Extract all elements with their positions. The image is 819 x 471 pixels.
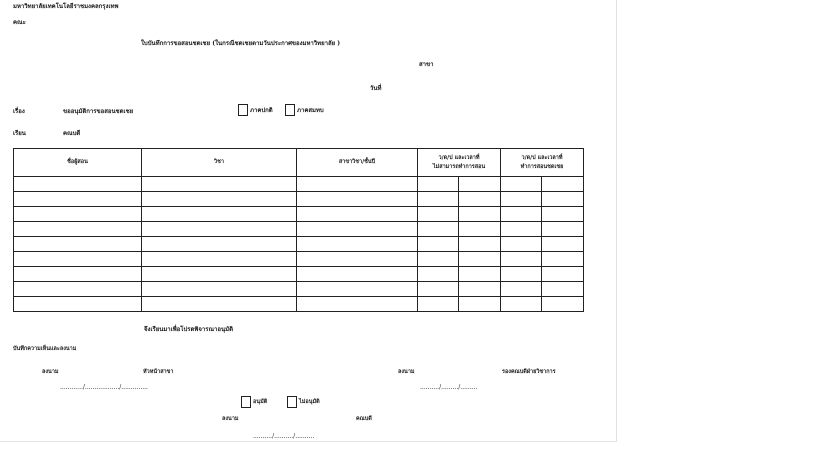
subject-text: ขออนุมัติการขอสอนชดเชย [63,108,134,115]
table-cell[interactable] [459,282,501,297]
special-checkbox[interactable] [285,104,295,116]
approve-checkbox[interactable] [241,396,251,408]
table-cell[interactable] [297,297,418,312]
faculty-label: คณะ [13,19,26,26]
table-cell[interactable] [142,177,297,192]
subject-label: เรื่อง [13,108,25,115]
header-makeup-line2: ทำการสอนชดเชย [520,163,564,170]
table-cell[interactable] [459,297,501,312]
university-name: มหาวิทยาลัยเทคโนโลยีราชมงคลกรุงเทพ [13,3,119,10]
table-cell[interactable] [542,207,584,222]
table-cell[interactable] [542,237,584,252]
table-row [14,207,584,222]
table-cell[interactable] [418,252,459,267]
table-cell[interactable] [297,267,418,282]
special-option-label: ภาคสมทบ [297,107,324,114]
table-cell[interactable] [297,252,418,267]
header-makeup-datetime [501,149,584,177]
date-line-right[interactable]: ........../........./......... [420,384,478,391]
table-cell[interactable] [542,252,584,267]
table-cell[interactable] [297,192,418,207]
table-cell[interactable] [542,177,584,192]
header-missed-line2: ไม่สามารถทำการสอน [432,163,486,170]
header-instructor: ชื่อผู้สอน [14,149,142,177]
table-cell[interactable] [542,282,584,297]
date-label: วันที่ [370,85,382,92]
table-cell[interactable] [459,207,501,222]
header-missed-line1: ว/ด/ป และเวลาที่ [438,154,480,161]
table-row [14,252,584,267]
table-cell[interactable] [542,192,584,207]
regular-option-label: ภาคปกติ [250,107,273,114]
table-cell[interactable] [14,282,142,297]
table-row [14,282,584,297]
table-cell[interactable] [142,297,297,312]
table-cell[interactable] [501,192,542,207]
opinion-label: บันทึกความเห็นและลงนาม [13,346,77,352]
table-cell[interactable] [14,192,142,207]
table-cell[interactable] [418,267,459,282]
table-row [14,237,584,252]
table-cell[interactable] [14,297,142,312]
table-cell[interactable] [142,222,297,237]
table-cell[interactable] [501,177,542,192]
table-cell[interactable] [14,207,142,222]
table-cell[interactable] [142,267,297,282]
table-cell[interactable] [459,222,501,237]
disapprove-checkbox[interactable] [287,396,297,408]
table-cell[interactable] [459,177,501,192]
table-cell[interactable] [297,282,418,297]
disapprove-label: ไม่อนุมัติ [299,399,320,405]
table-cell[interactable] [418,237,459,252]
table-row [14,297,584,312]
table-cell[interactable] [142,237,297,252]
table-row [14,177,584,192]
table-cell[interactable] [501,252,542,267]
header-course: วิชา [142,149,297,177]
to-text: คณบดี [63,130,81,137]
table-cell[interactable] [297,222,418,237]
request-text: จึงเรียนมาเพื่อโปรดพิจารณาอนุมัติ [144,326,233,333]
table-cell[interactable] [501,282,542,297]
regular-checkbox[interactable] [238,104,248,116]
table-cell[interactable] [542,297,584,312]
table-cell[interactable] [542,267,584,282]
head-of-branch-label: หัวหน้าสาขา [143,369,174,375]
table-row [14,192,584,207]
header-makeup-line1: ว/ด/ป และเวลาที่ [521,154,563,161]
branch-label: สาขา [419,61,434,68]
table-cell[interactable] [418,177,459,192]
makeup-class-table [13,148,584,312]
table-cell[interactable] [14,237,142,252]
table-cell[interactable] [459,267,501,282]
date-line-center[interactable]: ........../........../.......... [253,433,315,440]
table-cell[interactable] [14,252,142,267]
table-cell[interactable] [297,207,418,222]
table-cell[interactable] [418,222,459,237]
table-cell[interactable] [459,252,501,267]
table-cell[interactable] [142,207,297,222]
table-cell[interactable] [459,237,501,252]
table-cell[interactable] [297,237,418,252]
table-cell[interactable] [14,177,142,192]
table-cell[interactable] [418,192,459,207]
dean-label: คณบดี [356,416,372,422]
to-label: เรียน [13,130,26,137]
table-cell[interactable] [501,207,542,222]
table-cell[interactable] [142,252,297,267]
table-header-row [14,149,584,177]
approve-label: อนุมัติ [253,399,268,405]
table-cell[interactable] [459,192,501,207]
sign-label-right: ลงนาม [398,369,415,375]
table-row [14,222,584,237]
table-cell[interactable] [142,192,297,207]
sign-label-center: ลงนาม [222,416,239,422]
table-cell[interactable] [418,207,459,222]
table-cell[interactable] [501,222,542,237]
header-missed-datetime [418,149,501,177]
table-cell[interactable] [14,222,142,237]
table-cell[interactable] [501,237,542,252]
deputy-dean-label: รองคณบดีฝ่ายวิชาการ [502,369,556,375]
sign-label-left: ลงนาม [42,369,59,375]
form-title: ใบบันทึกการขอสอนชดเชย (ในกรณีชดเชยตามวันประกาศของมหาวิทยาลัย ) [141,40,341,47]
header-program-year: สาขาวิชา/ชั้นปี [297,149,418,177]
table-cell[interactable] [297,177,418,192]
table-cell[interactable] [501,297,542,312]
date-line-left[interactable]: ............/................../.............. [60,384,148,391]
table-cell[interactable] [418,282,459,297]
table-cell[interactable] [501,267,542,282]
table-cell[interactable] [542,222,584,237]
table-cell[interactable] [142,282,297,297]
table-cell[interactable] [418,297,459,312]
table-row [14,267,584,282]
table-cell[interactable] [14,267,142,282]
